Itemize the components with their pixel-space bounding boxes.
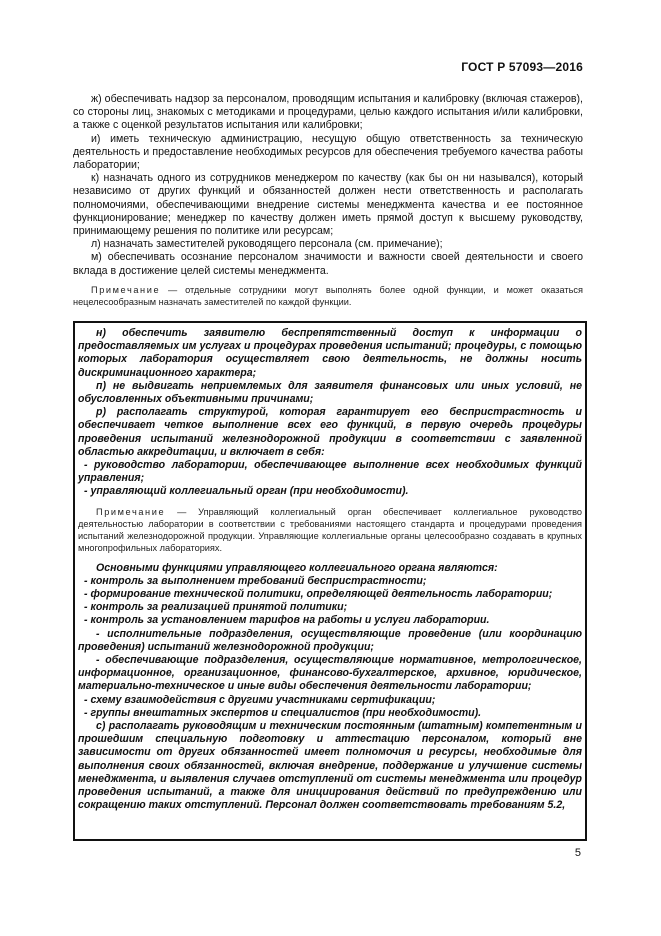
function-item: - контроль за реализацией принятой политики; [84, 601, 348, 614]
paragraph-m: м) обеспечивать осознание персоналом значимости и важности своей деятельности и своего вклада в достижение целей системы менеджмента. [73, 251, 583, 277]
paragraph-k: к) назначать одного из сотрудников менеджером по качеству (как бы он ни назывался), который независимо от других функций и обязанностей должен нести ответственность и располагать полномочиями, обеспечивающими внедрение системы менеджмента качества и ее постоянное функционирование; менеджер по качеству должен иметь прямой доступ к высшему руководству, принимающему решения по политике или ресурсам; [73, 172, 583, 238]
paragraph-l: л) назначать заместителей руководящего персонала (см. примечание); [91, 238, 443, 251]
box-note-label: Примечание [96, 506, 166, 517]
box-dash-item: - руководство лаборатории, обеспечивающее выполнение всех необходимых функций управления; [78, 459, 582, 485]
box-note [78, 506, 582, 554]
page-number: 5 [574, 847, 581, 859]
box-note-text: — Управляющий коллегиальный орган обеспечивает коллегиальное руководство деятельностью лаборатории в соответствии с требованиями настоящего стандарта и процедурами проведения испытаний железнодорожной продукции. Управляющие коллегиальные органы целесообразно создавать в крупных многопрофильных лабораториях. [78, 506, 582, 553]
function-item: - контроль за установлением тарифов на работы и услуги лаборатории. [84, 614, 490, 627]
function-item: - контроль за выполнением требований беспристрастности; [84, 574, 427, 587]
function-item: - обеспечивающие подразделения, осуществляющие нормативное, метрологическое, информационное, организационное, финансово-бухгалтерское, архивное, юридическое, материально-техническое и иные виды обеспечения деятельности лаборатории; [78, 654, 582, 693]
note-1-text: — отдельные сотрудники могут выполнять более одной функции, и может оказаться нецелесообразным назначать заместителей по каждой функции. [73, 284, 583, 307]
functions-title: Основными функциями управляющего коллегиального органа являются: [96, 561, 498, 574]
paragraph-zh: ж) обеспечивать надзор за персоналом, проводящим испытания и калибровку (включая стажеров), со стороны лиц, знакомых с методиками и процедурами, целью каждого испытания и/или калибровки, а также с оценкой результатов испытания или калибровки; [73, 93, 583, 132]
function-item: - группы внештатных экспертов и специалистов (при необходимости). [84, 706, 482, 719]
function-item: - формирование технической политики, определяющей деятельность лаборатории; [84, 588, 553, 601]
document-code: ГОСТ Р 57093—2016 [461, 60, 583, 74]
box-paragraph-p: п) не выдвигать неприемлемых для заявителя финансовых или иных условий, не обусловленных объективными причинами; [78, 379, 582, 406]
function-item: - исполнительные подразделения, осуществляющие проведение (или координацию проведения) испытаний железнодорожной продукции; [78, 627, 582, 653]
box-paragraph-r: р) располагать структурой, которая гарантирует его беспристрастность и обеспечивает четкое выполнение всех его функций, в первую очередь процедуры проведения испытаний железнодорожной продукции в соответствии с заявленной областью аккредитации, и включает в себя: [78, 406, 582, 458]
box-dash-item: - управляющий коллегиальный орган (при необходимости). [84, 485, 409, 498]
box-paragraph-n: н) обеспечить заявителю беспрепятственный доступ к информации о предоставляемых им услугах и процедурах проведения испытаний; процедуры, с помощью которых лаборатория осуществляет свою деятельность, не должны носить дискриминационного характера; [78, 327, 582, 379]
main-text [73, 93, 583, 308]
box-paragraph-s: с) располагать руководящим и техническим постоянным (штатным) компетентным и прошедшим специальную подготовку и аттестацию персоналом, который вне зависимости от других обязанностей имеет полномочия и ресурсы, необходимые для выполнения своих обязанностей, включая внедрение, поддержание и улучшение системы менеджмента, и выявления случаев отступлений от системы менеджмента или процедур проведения испытаний, а также для инициирования действий по предупреждению или сокращению таких отступлений. Персонал должен соответствовать требованиям 5.2, [78, 720, 582, 812]
amendment-box [73, 321, 587, 841]
note-1-label: Примечание [91, 284, 161, 295]
function-item: - схему взаимодействия с другими участниками сертификации; [84, 693, 436, 706]
note-1 [73, 284, 583, 308]
paragraph-i: и) иметь техническую администрацию, несущую общую ответственность за техническую деятельность и предоставление необходимых ресурсов для обеспечения требуемого качества работы лаборатории; [73, 132, 583, 172]
